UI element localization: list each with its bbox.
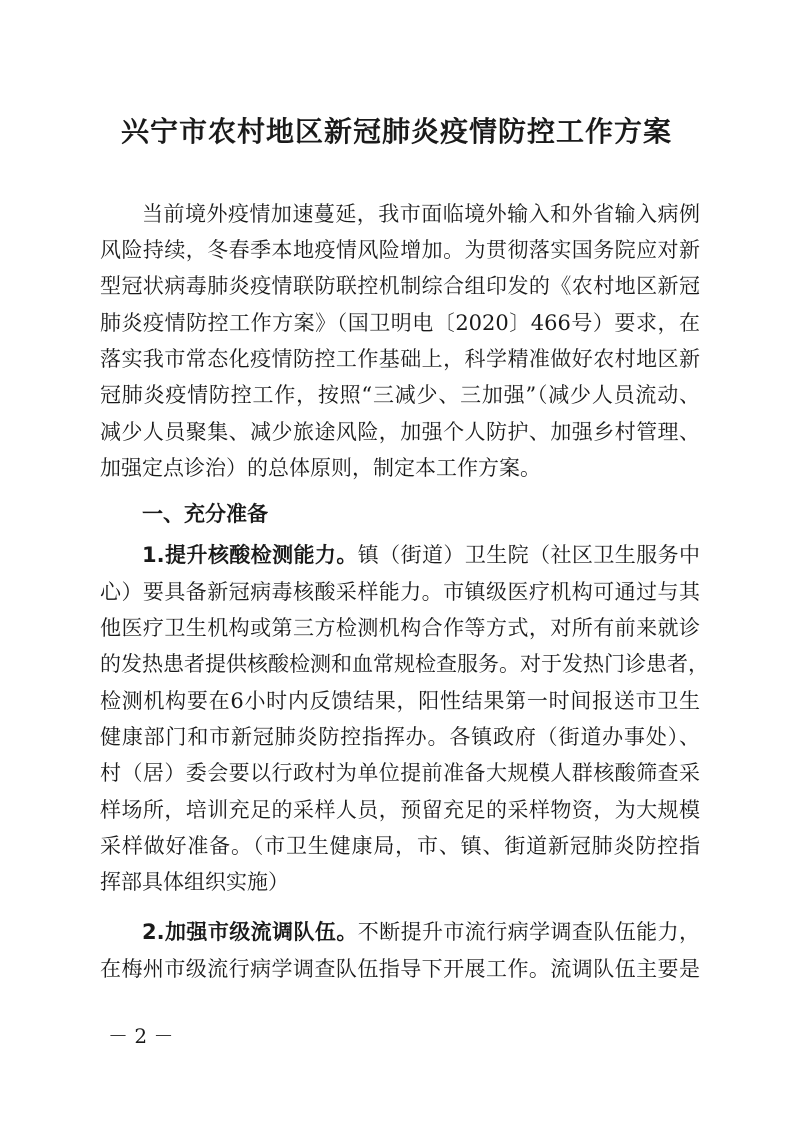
intro-line-5: 落实我市常态化疫情防控工作基础上，科学精准做好农村地区新	[100, 347, 700, 371]
intro-line-6: 冠肺炎疫情防控工作，按照“三减少、三加强”（减少人员流动、	[100, 383, 700, 407]
item2-line-2: 在梅州市级流行病学调查队伍指导下开展工作。流调队伍主要是	[100, 957, 700, 981]
item1-line-6: 健康部门和市新冠肺炎防控指挥办。各镇政府（街道办事处）、	[100, 725, 700, 749]
item1-line-10: 挥部具体组织实施）	[100, 870, 289, 894]
item2-first-line-text: 不断提升市流行病学调查队伍能力，	[357, 920, 701, 944]
item1-line-2: 心）要具备新冠病毒核酸采样能力。市镇级医疗机构可通过与其	[100, 580, 700, 604]
item1-line-7: 村（居）委会要以行政村为单位提前准备大规模人群核酸筛查采	[100, 761, 700, 785]
item2-title: 2.加强市级流调队伍。	[142, 920, 358, 944]
item2-first-line	[142, 914, 700, 950]
item1-title: 1.提升核酸检测能力。	[142, 543, 358, 567]
section-heading: 一、充分准备	[142, 502, 268, 526]
intro-line-3: 型冠状病毒肺炎疫情联防联控机制综合组印发的《农村地区新冠	[100, 274, 700, 298]
item1-line-5: 检测机构要在6小时内反馈结果，阳性结果第一时间报送市卫生	[100, 689, 700, 713]
item1-first-line	[142, 537, 700, 573]
item1-line-8: 样场所，培训充足的采样人员，预留充足的采样物资，为大规模	[100, 798, 700, 822]
page-title: 兴宁市农村地区新冠肺炎疫情防控工作方案	[120, 115, 672, 148]
item1-line-3: 他医疗卫生机构或第三方检测机构合作等方式，对所有前来就诊	[100, 616, 700, 640]
intro-line-8: 加强定点诊治）的总体原则，制定本工作方案。	[100, 456, 541, 480]
item1-line-4: 的发热患者提供核酸检测和血常规检查服务。对于发热门诊患者，	[100, 652, 709, 676]
intro-line-7: 减少人员聚集、减少旅途风险，加强个人防护、加强乡村管理、	[100, 420, 700, 444]
intro-line-1: 当前境外疫情加速蔓延，我市面临境外输入和外省输入病例	[142, 202, 700, 226]
item1-line-9: 采样做好准备。（市卫生健康局，市、镇、街道新冠肺炎防控指	[100, 834, 700, 858]
intro-line-2: 风险持续，冬春季本地疫情风险增加。为贯彻落实国务院应对新	[100, 238, 700, 262]
page-number: － 2 －	[108, 1024, 174, 1048]
item1-first-line-text: 镇（街道）卫生院（社区卫生服务中	[357, 543, 701, 567]
intro-line-4: 肺炎疫情防控工作方案》（国卫明电〔2020〕466号）要求，在	[100, 311, 700, 335]
